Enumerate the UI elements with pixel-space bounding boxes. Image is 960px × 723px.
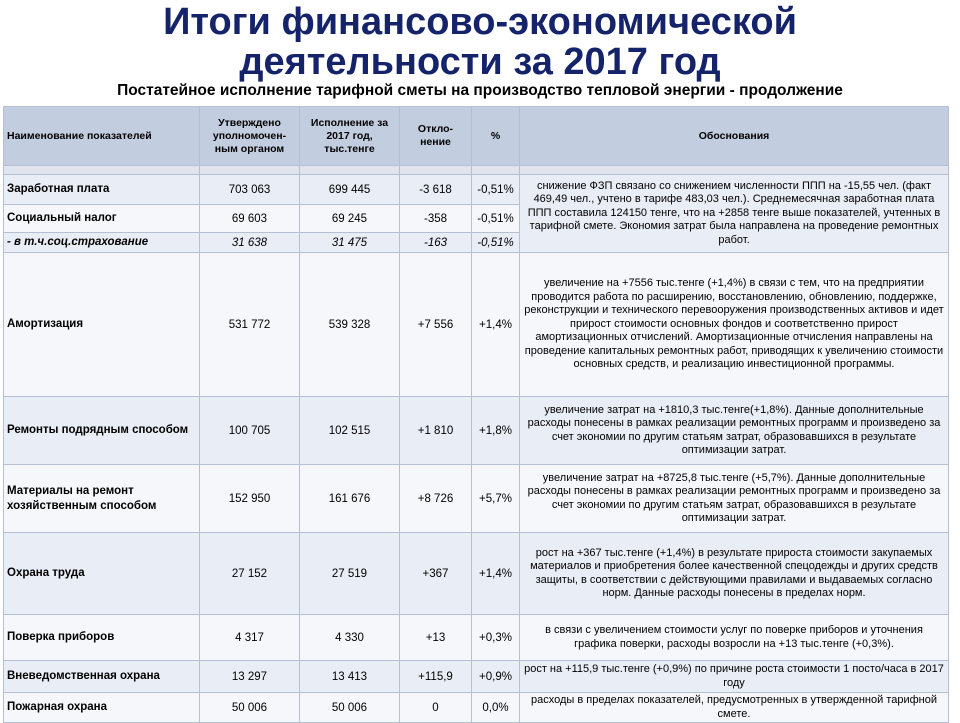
row-deviation: -3 618 (400, 175, 472, 205)
row-justification: увеличение затрат на +8725,8 тыс.тенге (+5,7%). Данные дополнительные расходы понесены в рамках реализации ремонтных программ и произведено за счет экономии по другим статьям затрат, образовавшихся в результате оптимизации затрат. (520, 465, 949, 533)
row-approved: 69 603 (200, 205, 300, 233)
row-percent: +5,7% (472, 465, 520, 533)
row-percent: +1,4% (472, 533, 520, 615)
row-approved: 703 063 (200, 175, 300, 205)
title-line-1: Итоги финансово-экономической (163, 1, 797, 43)
row-actual: 539 328 (300, 253, 400, 397)
row-percent: -0,51% (472, 175, 520, 205)
row-justification: рост на +115,9 тыс.тенге (+0,9%) по причине роста стоимости 1 посто/часа в 2017 году (520, 661, 949, 693)
row-percent: 0,0% (472, 693, 520, 723)
row-actual: 69 245 (300, 205, 400, 233)
budget-execution-table (3, 106, 949, 723)
row-name: Заработная плата (4, 175, 200, 205)
row-approved: 31 638 (200, 233, 300, 253)
row-approved: 13 297 (200, 661, 300, 693)
row-actual: 102 515 (300, 397, 400, 465)
row-approved: 27 152 (200, 533, 300, 615)
row-approved: 531 772 (200, 253, 300, 397)
table-row (4, 533, 949, 615)
row-deviation: +367 (400, 533, 472, 615)
row-deviation: +115,9 (400, 661, 472, 693)
table-row (4, 661, 949, 693)
header-percent: % (472, 107, 520, 166)
row-approved: 152 950 (200, 465, 300, 533)
row-name: Вневедомственная охрана (4, 661, 200, 693)
row-name: Ремонты подрядным способом (4, 397, 200, 465)
row-deviation: +1 810 (400, 397, 472, 465)
row-percent: +0,9% (472, 661, 520, 693)
row-justification: рост на +367 тыс.тенге (+1,4%) в результате прироста стоимости закупаемых материалов и приобретения более качественной спецодежды и других средств защиты, в соответствии с действующими правилами и выдаваемых согласно норм. Данные расходы понесены в пределах норм. (520, 533, 949, 615)
row-approved: 100 705 (200, 397, 300, 465)
row-deviation: +7 556 (400, 253, 472, 397)
row-actual: 161 676 (300, 465, 400, 533)
row-name: - в т.ч.соц.страхование (4, 233, 200, 253)
row-deviation: 0 (400, 693, 472, 723)
header-justification: Обоснования (520, 107, 949, 166)
row-deviation: +8 726 (400, 465, 472, 533)
row-name: Социальный налог (4, 205, 200, 233)
row-actual: 13 413 (300, 661, 400, 693)
row-deviation: -163 (400, 233, 472, 253)
header-approved: Утверждено уполномочен-ным органом (200, 107, 300, 166)
table-row (4, 465, 949, 533)
row-actual: 699 445 (300, 175, 400, 205)
table-row (4, 253, 949, 397)
table-header-row (4, 107, 949, 166)
row-approved: 50 006 (200, 693, 300, 723)
header-actual: Исполнение за 2017 год, тыс.тенге (300, 107, 400, 166)
row-percent: +1,4% (472, 253, 520, 397)
header-name: Наименование показателей (4, 107, 200, 166)
row-percent: +1,8% (472, 397, 520, 465)
row-approved: 4 317 (200, 615, 300, 661)
row-name: Амортизация (4, 253, 200, 397)
table-row (4, 397, 949, 465)
row-actual: 50 006 (300, 693, 400, 723)
row-name: Материалы на ремонт хозяйственным способом (4, 465, 200, 533)
table-row (4, 175, 949, 205)
page-subtitle: Постатейное исполнение тарифной сметы на производство тепловой энергии - продолжение (117, 82, 843, 99)
table-row (4, 693, 949, 723)
row-percent: +0,3% (472, 615, 520, 661)
row-justification: увеличение затрат на +1810,3 тыс.тенге(+1,8%). Данные дополнительные расходы понесены в рамках реализации ремонтных программ и произведено за счет экономии по другим статьям затрат, образовавшихся в результате оптимизации затрат. (520, 397, 949, 465)
row-percent: -0,51% (472, 233, 520, 253)
page-title (0, 2, 960, 82)
row-actual: 31 475 (300, 233, 400, 253)
row-percent: -0,51% (472, 205, 520, 233)
row-name: Пожарная охрана (4, 693, 200, 723)
header-deviation: Откло-нение (400, 107, 472, 166)
table-spacer-row (4, 166, 949, 175)
row-name: Охрана труда (4, 533, 200, 615)
row-justification: в связи с увеличением стоимости услуг по поверке приборов и уточнения графика поверки, расходы возросли на +13 тыс.тенге (+0,3%). (520, 615, 949, 661)
row-justification: снижение ФЗП связано со снижением численности ППП на -15,55 чел. (факт 469,49 чел., учтено в тарифе 483,03 чел.). Среднемесячная заработная плата ППП составила 124150 тенге, что на +2858 тенге выше показателей, учтенных в тарифной смете. Экономия затрат была направлена на проведение ремонтных работ. (520, 175, 949, 253)
title-line-2: деятельности за 2017 год (239, 41, 721, 83)
row-actual: 4 330 (300, 615, 400, 661)
table-row (4, 615, 949, 661)
row-deviation: -358 (400, 205, 472, 233)
row-justification: расходы в пределах показателей, предусмотренных в утвержденной тарифной смете. (520, 693, 949, 723)
row-justification: увеличение на +7556 тыс.тенге (+1,4%) в связи с тем, что на предприятии проводится работа по расширению, восстановлению, обновлению, поддержке, реконструкции и технического перевооружения производственных активов и идет прирост стоимости основных фондов и соответственно прирост амортизационных отчислений. Амортизационные отчисления направлены на проведение капитальных ремонтных работ, приводящих к увеличению стоимости основных средств, и реализацию инвестиционной программы. (520, 253, 949, 397)
row-actual: 27 519 (300, 533, 400, 615)
row-name: Поверка приборов (4, 615, 200, 661)
row-deviation: +13 (400, 615, 472, 661)
